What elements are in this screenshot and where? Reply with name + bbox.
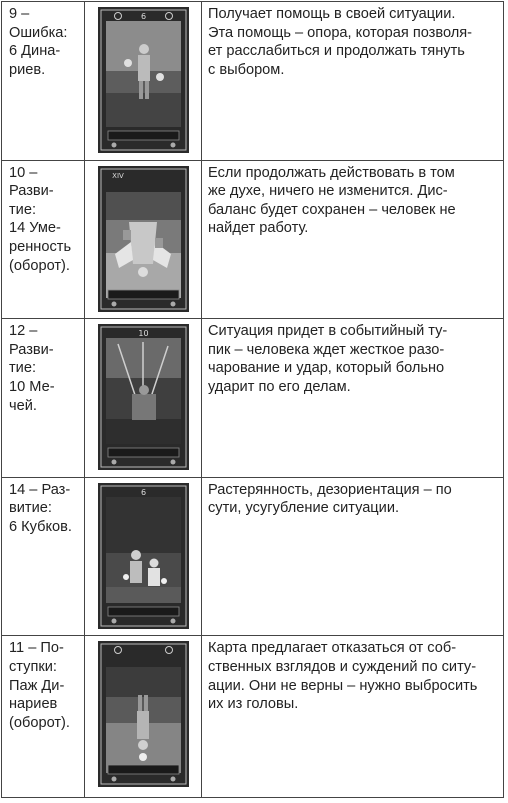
position-label: 14 – Раз- витие: 6 Кубков. [9,481,72,535]
card-cell [85,160,202,319]
tarot-card-image [98,483,189,629]
svg-text:10: 10 [137,329,149,339]
description-cell [202,477,504,636]
card-description: Растерянность, дезориентация – по сути, усугубление ситуации. [208,481,452,517]
tarot-spread-table [1,1,504,798]
card-cell [85,477,202,636]
card-description: Ситуация придет в событийный ту- пик – человека ждет жесткое разо- чарование и удар, который больно ударит по его делам. [208,323,448,395]
card-description: Получает помощь в своей ситуации. Эта помощь – опора, которая позволя- ет расслабиться и продолжать тянуть с выбором. [208,6,473,78]
tarot-card-image [98,166,189,312]
description-cell [202,160,504,319]
tarot-card-image [98,641,189,787]
position-cell [2,160,85,319]
card-description: Если продолжать действовать в том же духе, ничего не изменится. Дис- баланс будет сохранен – человек не найдет работу. [208,164,456,237]
table-row [2,319,504,478]
svg-text:6: 6 [140,487,146,497]
cup-icon [123,574,129,580]
card-cell [85,2,202,161]
tarot-card-image [98,324,189,470]
position-cell [2,636,85,798]
card-cell [85,319,202,478]
position-cell [2,2,85,161]
position-label: 12 – Разви- тие: 10 Ме- чей. [9,323,55,414]
svg-text:6: 6 [140,12,146,21]
position-label: 11 – По- ступки: Паж Ди- нариев (оборот). [9,640,70,731]
position-label: 9 – Ошибка: 6 Дина- риев. [9,6,68,78]
table-row [2,477,504,636]
table-row [2,160,504,319]
table-row [2,636,504,798]
tarot-card-image [98,7,189,153]
description-cell [202,636,504,798]
position-cell [2,319,85,478]
position-cell [2,477,85,636]
svg-text:XIV: XIV [111,171,124,180]
card-cell [85,636,202,798]
description-cell [202,2,504,161]
description-cell [202,319,504,478]
table-row [2,2,504,161]
card-description: Карта предлагает отказаться от соб- ственных взглядов и суждений по ситу- ации. Они не верны – нужно выбросить их из головы. [208,640,478,713]
position-label: 10 – Разви- тие: 14 Уме- ренность (оборот). [9,164,72,274]
